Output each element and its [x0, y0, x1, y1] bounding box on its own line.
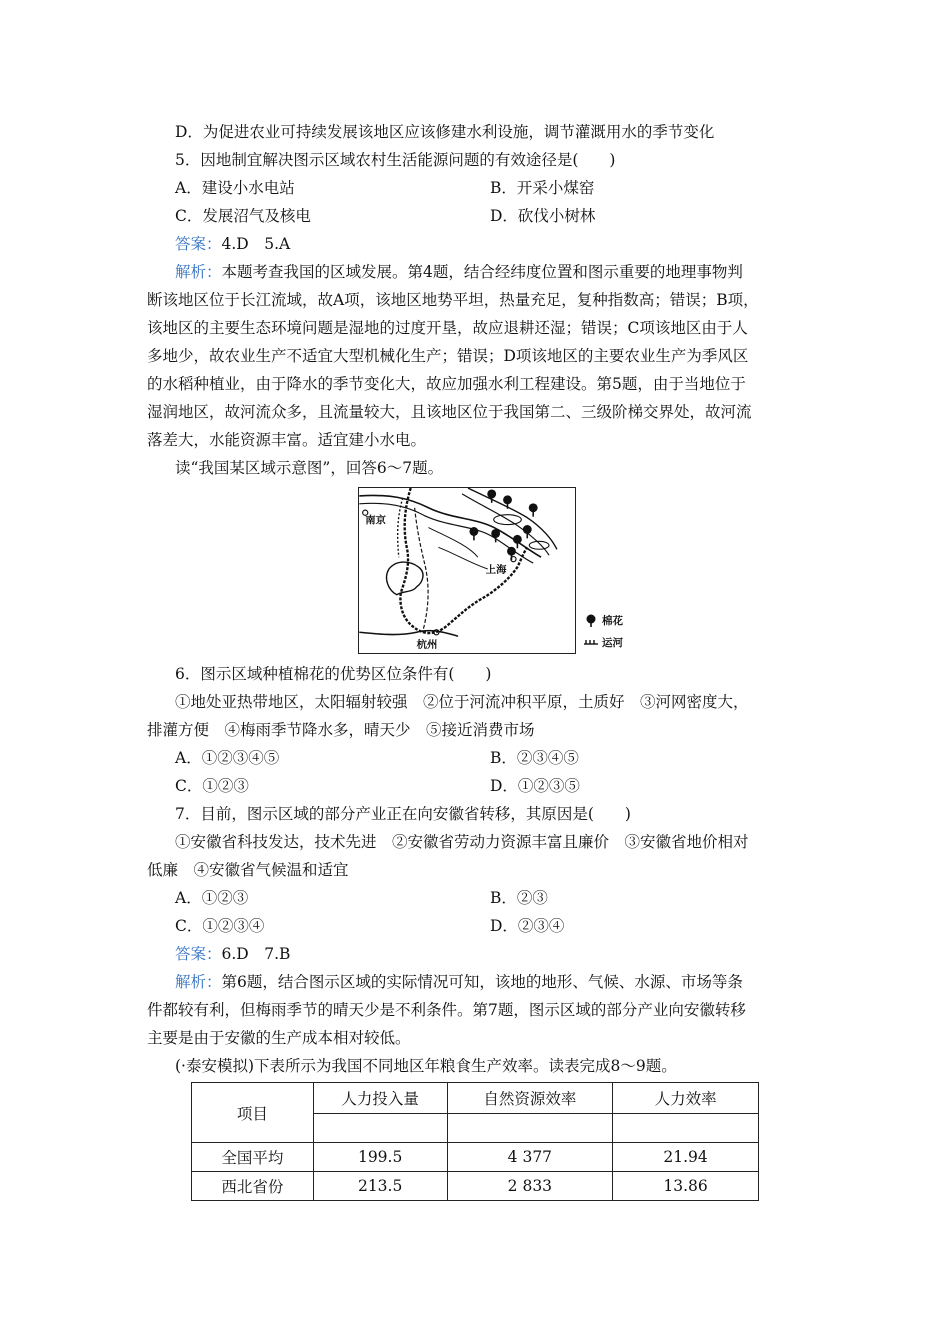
q7-stem: 7．目前，图示区域的部分产业正在向安徽省转移，其原因是( ): [175, 805, 631, 823]
q6-conditions-line2: 排灌方便 ④梅雨季节降水多，晴天少 ⑤接近消费市场: [147, 721, 535, 739]
header-labor: 人力投入量: [313, 1083, 447, 1114]
q7-option-c: C．①②③④: [175, 917, 265, 935]
row-resource: 2 833: [447, 1172, 613, 1201]
answer-45: [175, 233, 290, 255]
header-unit-cell: [313, 1114, 447, 1143]
header-unit-cell: [447, 1114, 613, 1143]
qiantang-river: [359, 631, 458, 637]
q6-stem: 6．图示区域种植棉花的优势区位条件有( ): [175, 665, 492, 683]
analysis-45-line1: [175, 261, 743, 283]
q5-option-a: A．建设小水电站: [175, 179, 295, 197]
intro-89: (·泰安模拟)下表所示为我国不同地区年粮食生产效率。读表完成8～9题。: [175, 1057, 677, 1075]
row-resource: 4 377: [447, 1143, 613, 1172]
row-efficiency: 13.86: [613, 1172, 759, 1201]
region-map: [358, 487, 576, 654]
q6-conditions-line1: ①地处亚热带地区，太阳辐射较强 ②位于河流冲积平原，土质好 ③河网密度大，: [175, 693, 749, 711]
analysis-text: 第6题，结合图示区域的实际情况可知，该地的地形、气候、水源、市场等条: [221, 973, 743, 991]
header-unit-cell: [613, 1114, 759, 1143]
grain-efficiency-table: [191, 1082, 759, 1201]
analysis-label: 解析：: [175, 263, 222, 281]
answer-67: [175, 943, 290, 965]
header-item: 项目: [192, 1083, 314, 1143]
q6-option-d: D．①②③⑤: [490, 777, 580, 795]
analysis-45-line3: 该地区的主要生态环境问题是湿地的过度开垦，故应退耕还湿；错误；C项该地区由于人: [147, 319, 748, 337]
analysis-label: 解析：: [175, 973, 222, 991]
answer-label: 答案：: [175, 235, 222, 253]
q7-option-d: D．②③④: [490, 917, 565, 935]
analysis-45-line4: 多地少，故农业生产不适宜大型机械化生产；错误；D项该地区的主要农业生产为季风区: [147, 347, 749, 365]
analysis-67-line3: 主要是由于安徽的生产成本相对较低。: [147, 1029, 411, 1047]
intro-67: 读“我国某区域示意图”，回答6～7题。: [175, 459, 444, 477]
label-shanghai: 上海: [485, 563, 507, 576]
q7-option-a: A．①②③: [175, 889, 249, 907]
answer-value: 4.D 5.A: [221, 235, 291, 253]
canal-legend-icon: [584, 640, 598, 644]
analysis-45-line5: 的水稻种植业，由于降水的季节变化大，故应加强水利工程建设。第5题，由于当地位于: [147, 375, 746, 393]
analysis-45-line6: 湿润地区，故河流众多，且流量较大，且该地区位于我国第二、三级阶梯交界处，故河流: [147, 403, 752, 421]
row-labor: 199.5: [313, 1143, 447, 1172]
analysis-67-line1: [175, 971, 743, 993]
q7-conditions-line1: ①安徽省科技发达，技术先进 ②安徽省劳动力资源丰富且廉价 ③安徽省地价相对: [175, 833, 749, 851]
legend-canal-label: 运河: [602, 637, 623, 649]
q5-stem: 5．因地制宜解决图示区域农村生活能源问题的有效途径是( ): [175, 151, 616, 169]
table-row: [192, 1172, 759, 1201]
row-name: 西北省份: [192, 1172, 314, 1201]
q4-option-d: D．为促进农业可持续发展该地区应该修建水利设施，调节灌溉用水的季节变化: [175, 123, 715, 141]
answer-label: 答案：: [175, 945, 222, 963]
cotton-legend-icon: [587, 615, 596, 628]
q6-option-a: A．①②③④⑤: [175, 749, 280, 767]
q7-option-b: B．②③: [490, 889, 548, 907]
header-efficiency: 人力效率: [613, 1083, 759, 1114]
analysis-67-line2: 件都较有利，但梅雨季节的晴天少是不利条件。第7题，图示区域的部分产业向安徽转移: [147, 1001, 746, 1019]
row-efficiency: 21.94: [613, 1143, 759, 1172]
label-nanjing: 南京: [365, 514, 386, 527]
label-hangzhou: 杭州: [416, 639, 438, 652]
q6-option-c: C．①②③: [175, 777, 249, 795]
header-resource: 自然资源效率: [447, 1083, 613, 1114]
row-labor: 213.5: [313, 1172, 447, 1201]
q5-option-c: C．发展沼气及核电: [175, 207, 311, 225]
boundary-line: [400, 488, 527, 633]
q7-conditions-line2: 低廉 ④安徽省气候温和适宜: [147, 861, 349, 879]
legend-cotton-label: 棉花: [602, 615, 623, 627]
analysis-45-line2: 断该地区位于长江流域，故A项，该地区地势平坦，热量充足，复种指数高；错误；B项，: [147, 291, 759, 309]
q5-option-d: D．砍伐小树林: [490, 207, 596, 225]
answer-value: 6.D 7.B: [221, 945, 291, 963]
map-legend: [582, 612, 642, 652]
row-name: 全国平均: [192, 1143, 314, 1172]
q6-option-b: B．②③④⑤: [490, 749, 579, 767]
analysis-text: 本题考查我国的区域发展。第4题，结合经纬度位置和图示重要的地理事物判: [221, 263, 743, 281]
analysis-45-line7: 落差大，水能资源丰富。适宜建小水电。: [147, 431, 427, 449]
table-row: [192, 1143, 759, 1172]
q5-option-b: B．开采小煤窑: [490, 179, 595, 197]
